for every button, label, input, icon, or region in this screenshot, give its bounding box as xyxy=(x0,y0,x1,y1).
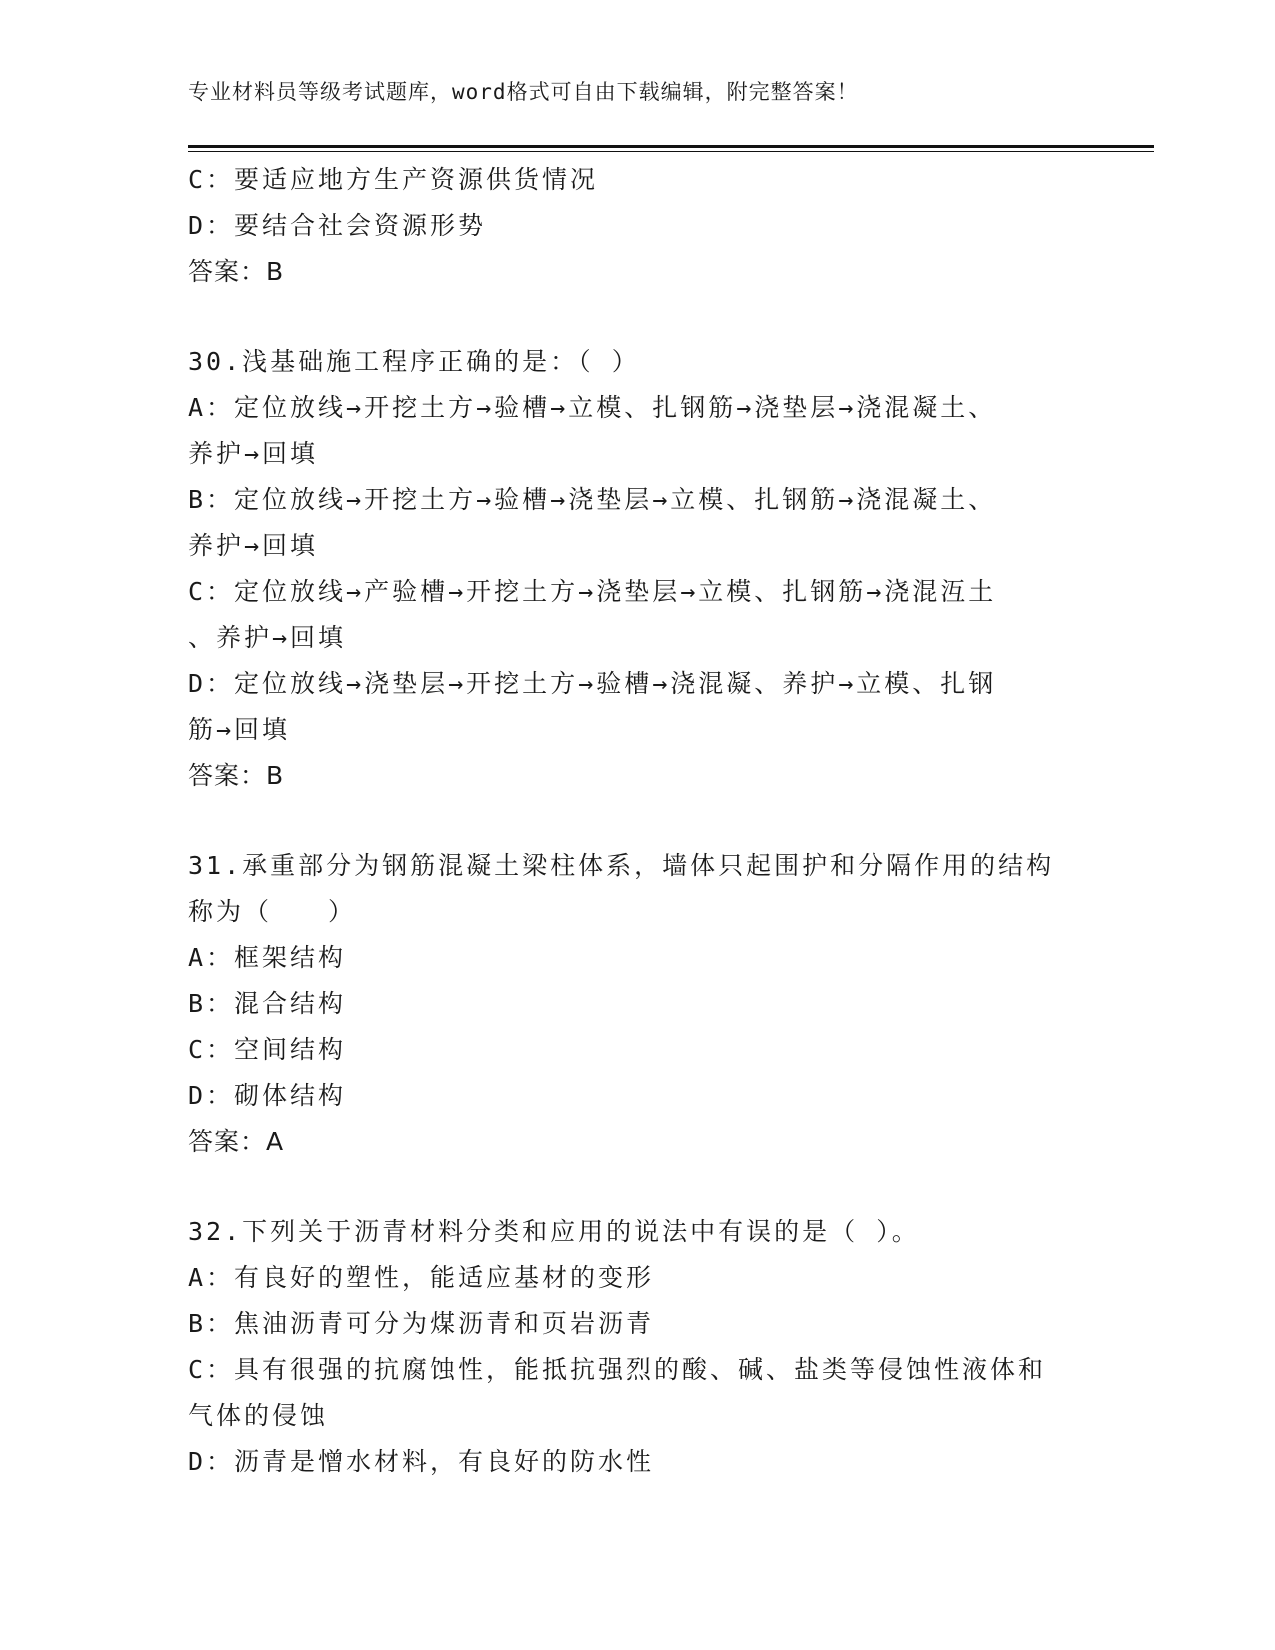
option-line: D：定位放线→浇垫层→开挖土方→验槽→浇混凝、养护→立模、扎钢 xyxy=(188,669,997,698)
option-line: C：空间结构 xyxy=(188,1035,347,1064)
option-line: 、养护→回填 xyxy=(188,623,347,652)
option-line: 筋→回填 xyxy=(188,715,291,744)
option-line: A：框架结构 xyxy=(188,943,347,972)
question-stem: 称为（ ） xyxy=(188,897,357,926)
question-stem: 31.承重部分为钢筋混凝土梁柱体系，墙体只起围护和分隔作用的结构 xyxy=(188,851,1055,880)
answer-line: 答案：A xyxy=(188,1127,285,1156)
header-rule-thin xyxy=(188,151,1154,152)
question-body xyxy=(188,157,1088,1485)
option-line: A：有良好的塑性，能适应基材的变形 xyxy=(188,1263,655,1292)
question-stem: 32.下列关于沥青材料分类和应用的说法中有误的是（ ）。 xyxy=(188,1217,920,1246)
option-line: A：定位放线→开挖土方→验槽→立模、扎钢筋→浇垫层→浇混凝土、 xyxy=(188,393,997,422)
option-line: B：定位放线→开挖土方→验槽→浇垫层→立模、扎钢筋→浇混凝土、 xyxy=(188,485,997,514)
option-line: 养护→回填 xyxy=(188,531,319,560)
question-block xyxy=(188,339,1088,799)
option-line: D：砌体结构 xyxy=(188,1081,347,1110)
question-stem: 30.浅基础施工程序正确的是：（ ） xyxy=(188,347,640,376)
header-rule-thick xyxy=(188,145,1154,148)
question-block xyxy=(188,843,1088,1165)
option-line: D：要结合社会资源形势 xyxy=(188,211,487,240)
option-line: C：定位放线→产验槽→开挖土方→浇垫层→立模、扎钢筋→浇混沍土 xyxy=(188,577,997,606)
option-line: D：沥青是憎水材料，有良好的防水性 xyxy=(188,1447,655,1476)
option-line: B：焦油沥青可分为煤沥青和页岩沥青 xyxy=(188,1309,655,1338)
page-header: 专业材料员等级考试题库，word格式可自由下载编辑，附完整答案！ xyxy=(188,80,859,104)
option-line: 养护→回填 xyxy=(188,439,319,468)
option-line: 气体的侵蚀 xyxy=(188,1401,329,1430)
option-line: B：混合结构 xyxy=(188,989,347,1018)
question-block xyxy=(188,1209,1088,1485)
question-block xyxy=(188,157,1088,295)
option-line: C：具有很强的抗腐蚀性，能抵抗强烈的酸、碱、盐类等侵蚀性液体和 xyxy=(188,1355,1047,1384)
answer-line: 答案：B xyxy=(188,257,285,286)
option-line: C：要适应地方生产资源供货情况 xyxy=(188,165,599,194)
answer-line: 答案：B xyxy=(188,761,285,790)
